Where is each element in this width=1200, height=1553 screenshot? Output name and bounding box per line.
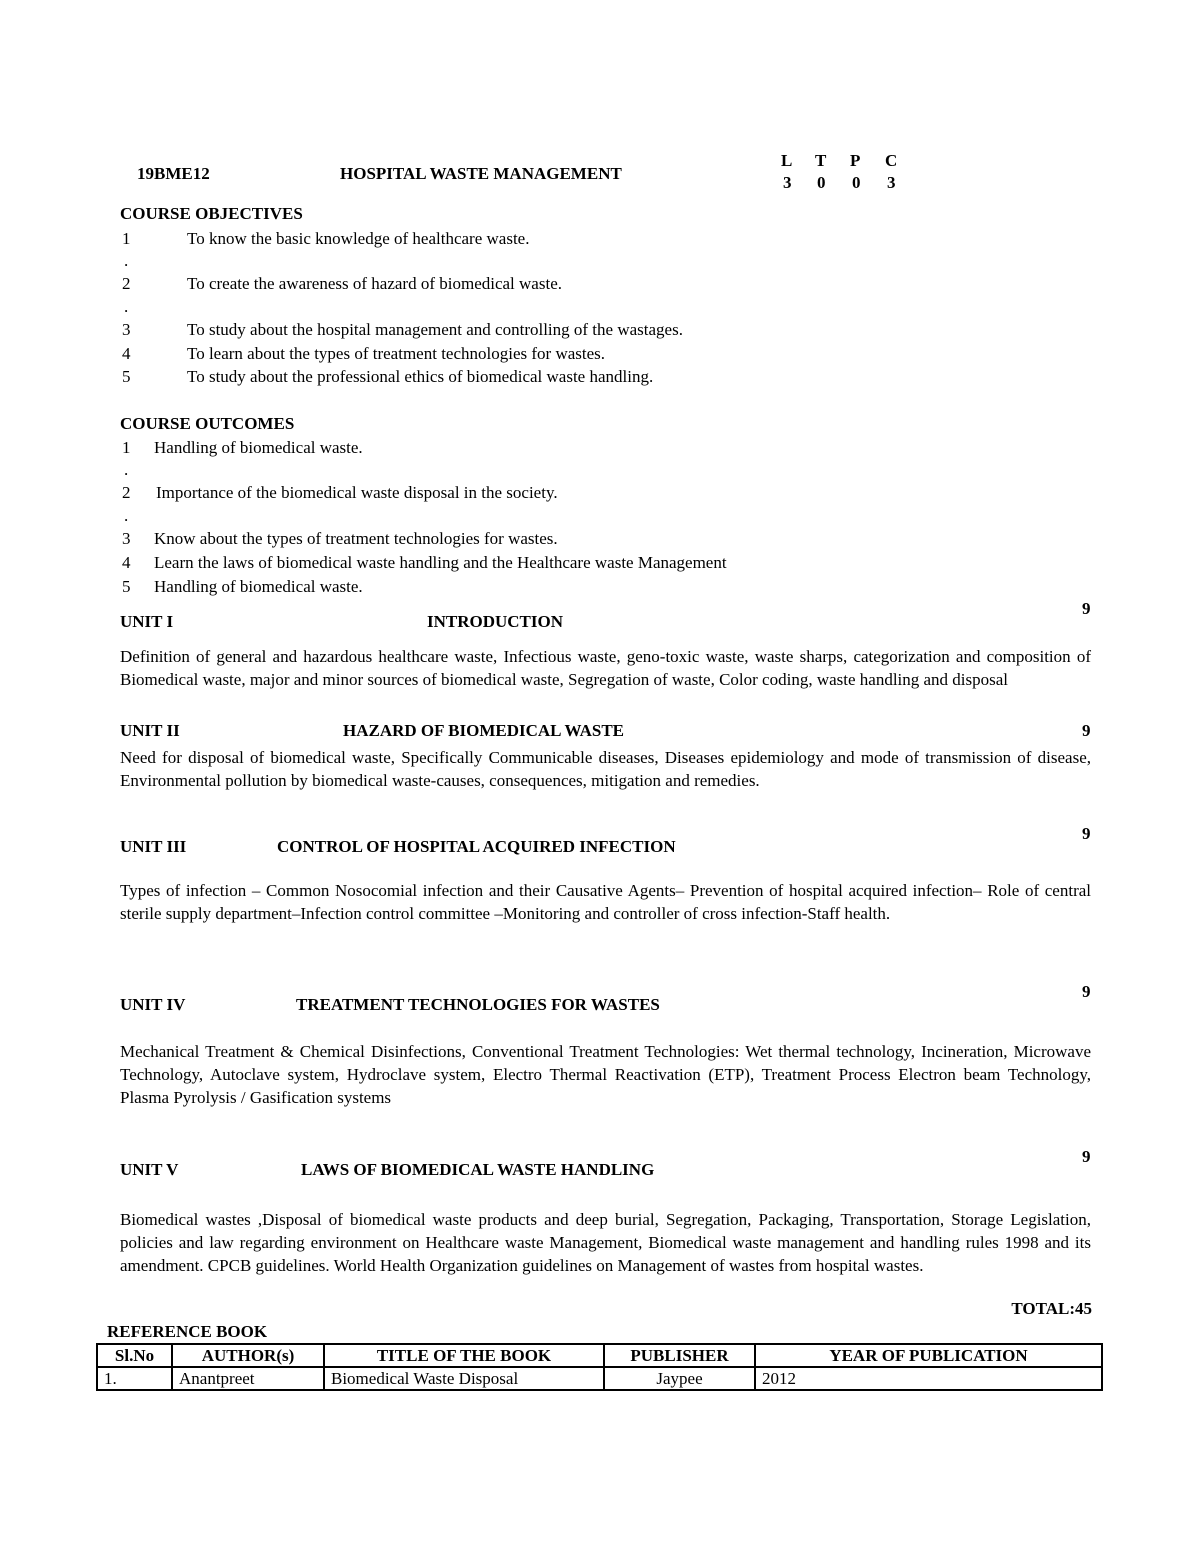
outcome-separator-dot: . [124,506,129,525]
col-header-year: YEAR OF PUBLICATION [755,1344,1102,1367]
cell-publisher: Jaypee [604,1367,755,1390]
unit-hours: 9 [1082,824,1091,843]
unit-title: TREATMENT TECHNOLOGIES FOR WASTES [296,995,660,1014]
cell-slno: 1. [97,1367,172,1390]
outcome-text: Handling of biomedical waste. [154,577,363,596]
reference-heading: REFERENCE BOOK [107,1322,268,1341]
cell-title: Biomedical Waste Disposal [324,1367,604,1390]
objective-text: To learn about the types of treatment technologies for wastes. [187,344,606,363]
unit-label: UNIT IV [120,995,186,1014]
objective-text: To create the awareness of hazard of biomedical waste. [187,274,562,293]
unit-label: UNIT II [120,721,180,740]
cell-author: Anantpreet [172,1367,324,1390]
table-header-row [97,1344,1102,1367]
unit-title: HAZARD OF BIOMEDICAL WASTE [343,721,625,740]
unit-hours: 9 [1082,982,1091,1001]
total-hours: TOTAL:45 [1011,1299,1092,1318]
ltpc-label-c: C [885,151,898,170]
objective-number: 4 [122,344,131,363]
unit-hours: 9 [1082,599,1091,618]
outcome-separator-dot: . [124,460,129,479]
unit-label: UNIT I [120,612,174,631]
objectives-heading: COURSE OBJECTIVES [120,204,303,223]
col-header-slno: Sl.No [97,1344,172,1367]
objective-number: 2 [122,274,131,293]
unit-title: CONTROL OF HOSPITAL ACQUIRED INFECTION [277,837,676,856]
ltpc-value-t: 0 [817,173,826,192]
outcome-text: Handling of biomedical waste. [154,438,363,457]
outcome-number: 3 [122,529,131,548]
unit-body: Types of infection – Common Nosocomial infection and their Causative Agents– Prevention of hospital acquired infection– Role of central sterile supply department–Infection control committee –Monitoring and controller of cross infection-Staff health. [120,881,1091,923]
objective-text: To study about the hospital management and controlling of the wastages. [187,320,683,339]
objective-number: 5 [122,367,131,386]
unit-body: Need for disposal of biomedical waste, Specifically Communicable diseases, Diseases epidemiology and mode of transmission of disease, Environmental pollution by biomedical waste-causes, consequences, mitigation and remedies. [120,748,1091,790]
objective-text: To study about the professional ethics of biomedical waste handling. [187,367,654,386]
outcomes-heading: COURSE OUTCOMES [120,414,295,433]
outcome-number: 2 [122,483,131,502]
ltpc-label-p: P [850,151,861,170]
unit-title: INTRODUCTION [427,612,564,631]
unit-hours: 9 [1082,1147,1091,1166]
ltpc-label-t: T [815,151,827,170]
reference-table [96,1343,1103,1391]
outcome-number: 1 [122,438,131,457]
outcome-text: Learn the laws of biomedical waste handling and the Healthcare waste Management [154,553,727,572]
course-title: HOSPITAL WASTE MANAGEMENT [340,164,622,183]
unit-hours: 9 [1082,721,1091,740]
outcome-number: 5 [122,577,131,596]
unit-title: LAWS OF BIOMEDICAL WASTE HANDLING [301,1160,655,1179]
table-row [97,1367,1102,1390]
col-header-author: AUTHOR(s) [172,1344,324,1367]
ltpc-value-c: 3 [887,173,896,192]
ltpc-label-l: L [781,151,793,170]
unit-label: UNIT III [120,837,187,856]
objective-text: To know the basic knowledge of healthcare waste. [187,229,530,248]
col-header-title: TITLE OF THE BOOK [324,1344,604,1367]
unit-body: Definition of general and hazardous healthcare waste, Infectious waste, geno-toxic waste, waste sharps, categorization and composition of Biomedical waste, major and minor sources of biomedical waste, Segregation of waste, Color coding, waste handling and disposal [120,647,1091,689]
unit-label: UNIT V [120,1160,179,1179]
objective-number: 1 [122,229,131,248]
course-code: 19BME12 [137,164,210,183]
objective-separator-dot: . [124,251,129,270]
outcome-number: 4 [122,553,131,572]
objective-number: 3 [122,320,131,339]
ltpc-value-l: 3 [783,173,792,192]
unit-body: Mechanical Treatment & Chemical Disinfections, Conventional Treatment Technologies: Wet thermal technology, Incineration, Microwave Technology, Autoclave system, Hydroclave system, Electro Thermal Reactivation (ETP), Treatment Process Electron beam Technology, Plasma Pyrolysis / Gasification systems [120,1042,1091,1107]
outcome-text: Importance of the biomedical waste disposal in the society. [156,483,558,502]
cell-year: 2012 [755,1367,1102,1390]
ltpc-value-p: 0 [852,173,861,192]
col-header-publisher: PUBLISHER [604,1344,755,1367]
outcome-text: Know about the types of treatment technologies for wastes. [154,529,558,548]
objective-separator-dot: . [124,297,129,316]
unit-body: Biomedical wastes ,Disposal of biomedical waste products and deep burial, Segregation, Packaging, Transportation, Storage Legislation, policies and law regarding environment on Healthcare waste Management, Biomedical waste management and handling rules 1998 and its amendment. CPCB guidelines. World Health Organization guidelines on Management of wastes from hospital wastes. [120,1210,1091,1275]
